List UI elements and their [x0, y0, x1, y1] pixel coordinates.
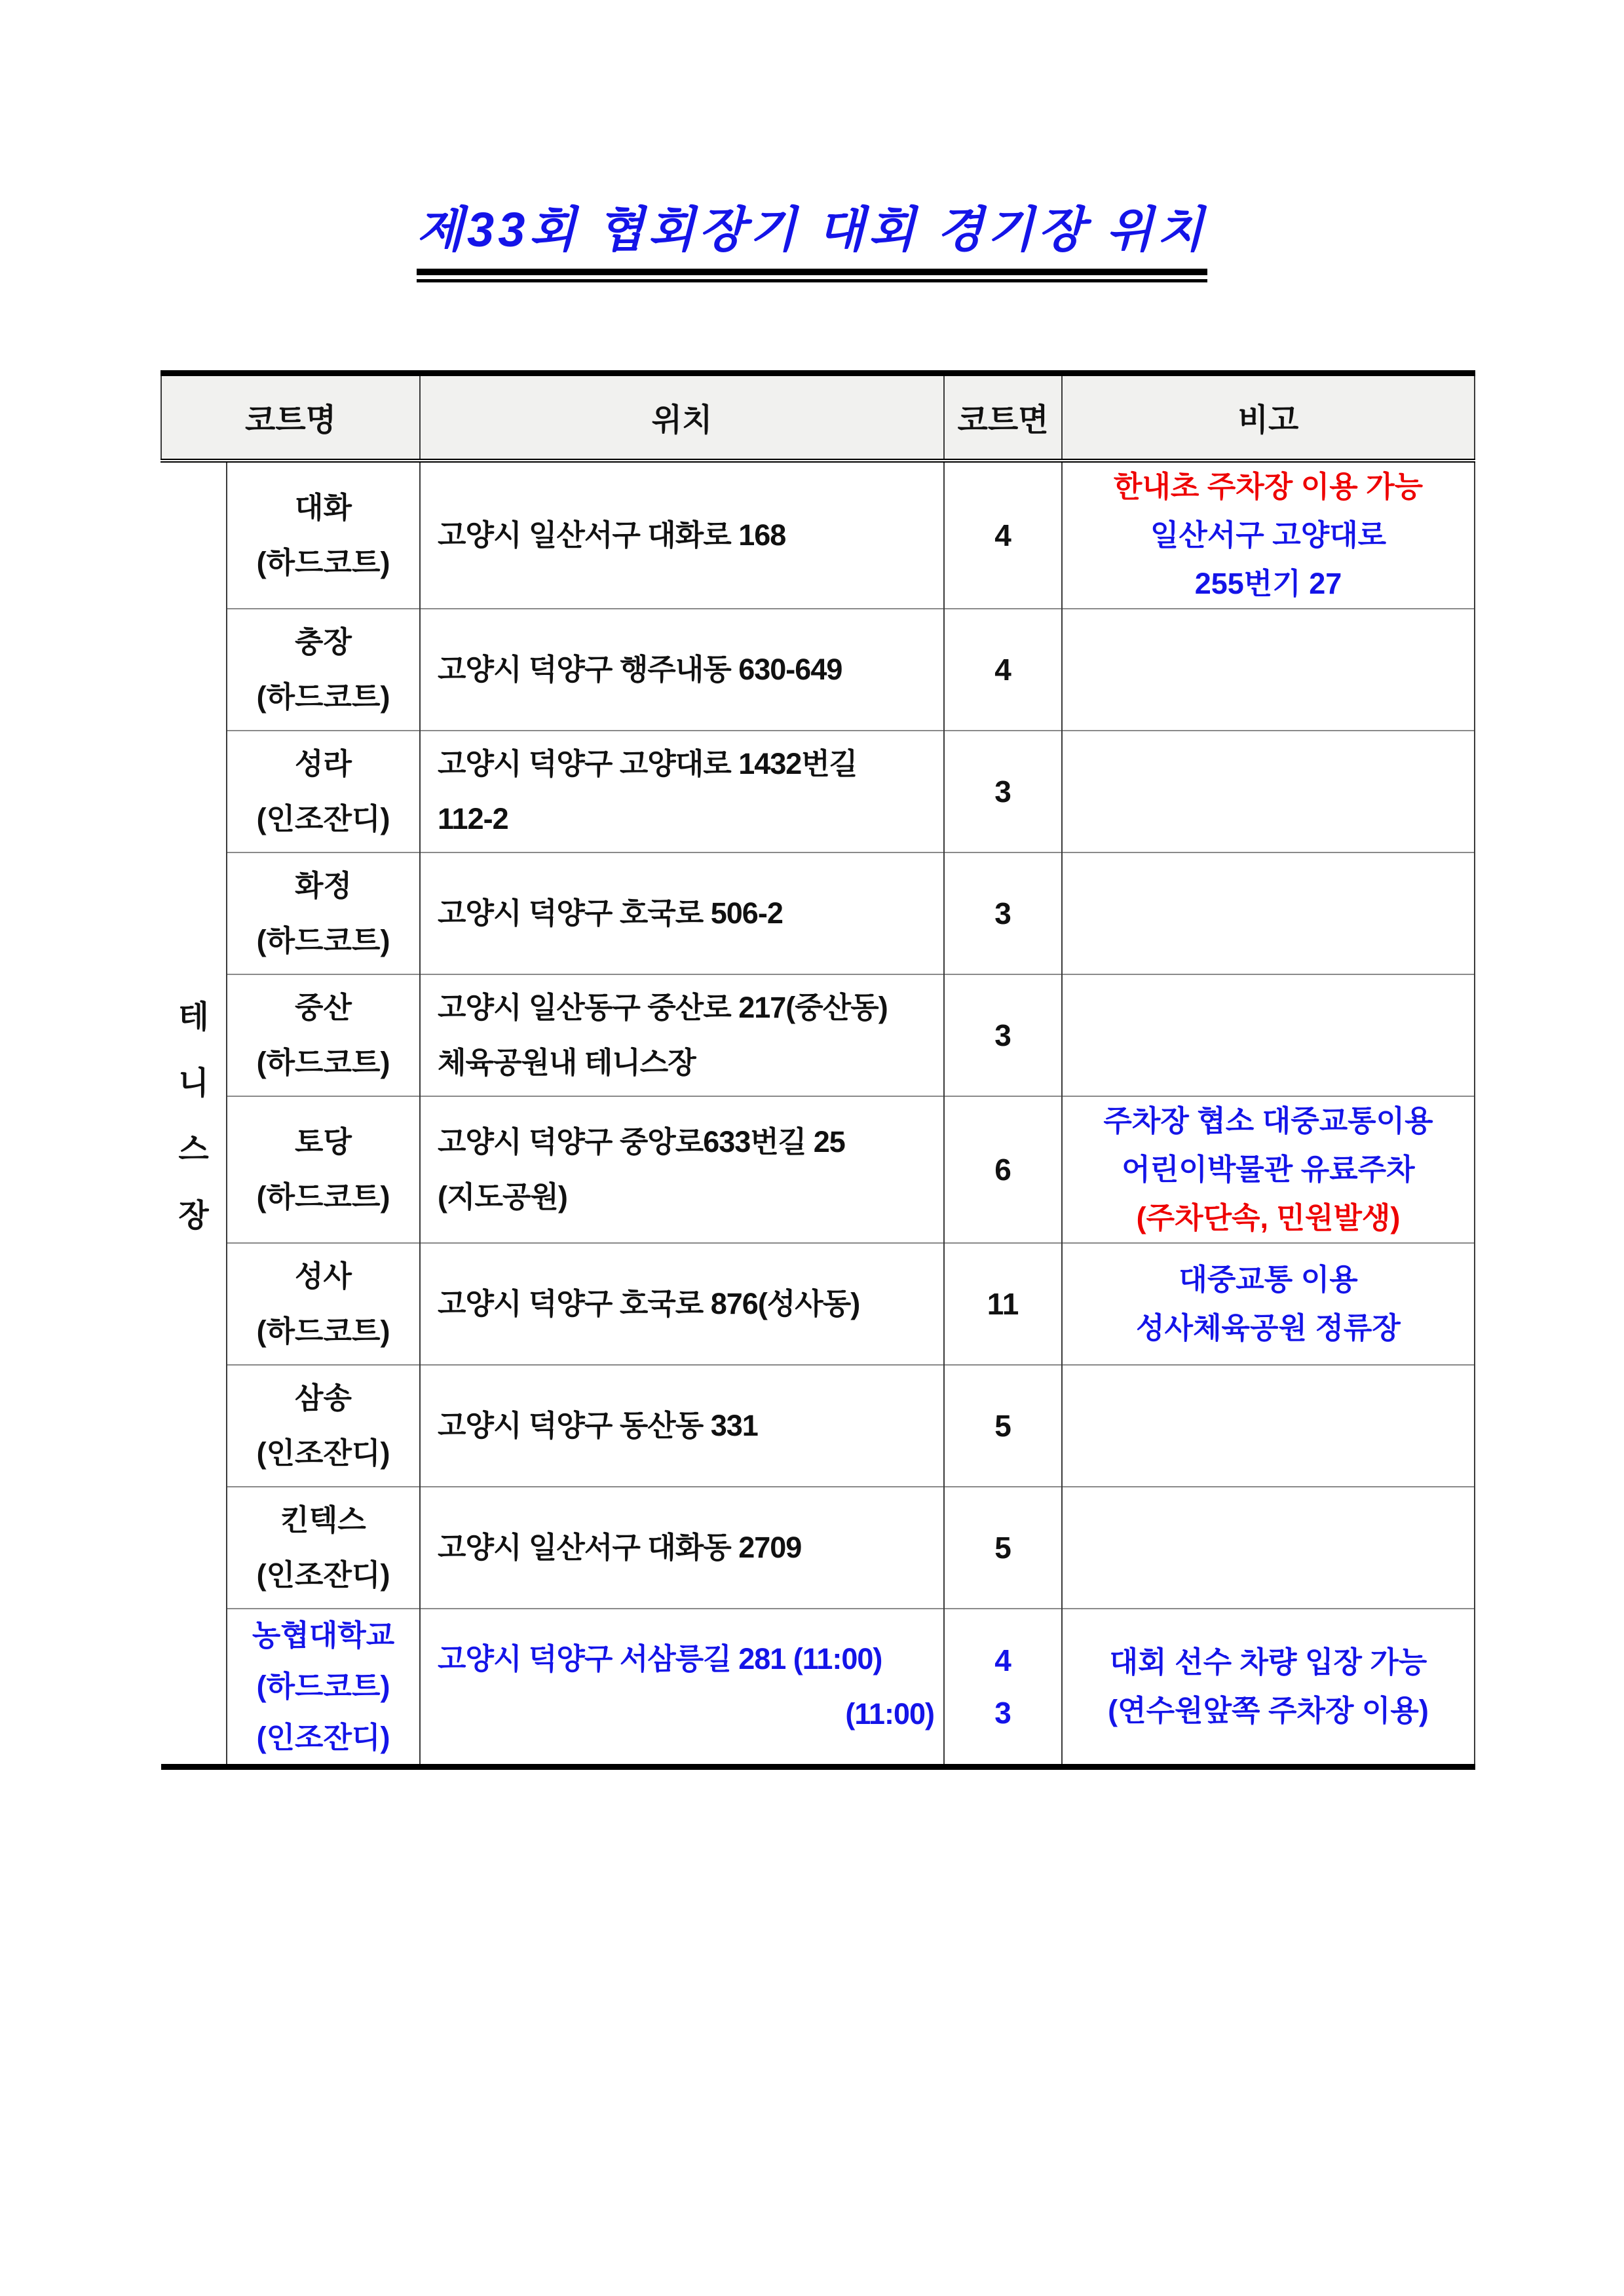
table-row — [161, 1365, 1475, 1487]
text-line: (하드코트) — [256, 1179, 390, 1214]
court-name-cell — [227, 731, 420, 852]
court-name-cell — [227, 1487, 420, 1609]
court-count-cell — [944, 1365, 1062, 1487]
venue-table — [161, 370, 1475, 1770]
location-cell — [420, 1096, 944, 1243]
notes-cell — [1062, 974, 1475, 1096]
text-line: (하드코트) — [256, 545, 390, 579]
text-line: 주차장 협소 대중교통이용 — [1103, 1103, 1433, 1138]
notes-cell — [1062, 852, 1475, 974]
text-line: 고양시 덕양구 서삼릉길 281 (11:00) — [438, 1641, 882, 1675]
text-line: 고양시 덕양구 호국로 876(성사동) — [438, 1286, 860, 1320]
text-line: 고양시 일산동구 중산로 217(중산동) — [438, 990, 888, 1024]
text-line: (인조잔디) — [256, 1436, 390, 1470]
text-line: 고양시 덕양구 행주내동 630-649 — [438, 652, 842, 686]
text-line: (인조잔디) — [256, 1558, 390, 1592]
text-line: (하드코트) — [256, 1045, 390, 1079]
court-name-cell — [227, 852, 420, 974]
table-row — [161, 609, 1475, 731]
table-row — [161, 1609, 1475, 1767]
page-title: 제33회 협회장기 대회 경기장 위치 — [416, 202, 1208, 257]
location-cell — [420, 1243, 944, 1365]
court-count-cell — [944, 731, 1062, 852]
table-row — [161, 461, 1475, 609]
court-name-cell — [227, 609, 420, 731]
notes-cell — [1062, 1609, 1475, 1767]
text-line: (하드코트) — [256, 923, 390, 957]
notes-cell — [1062, 1096, 1475, 1243]
text-line: (연수원앞쪽 주차장 이용) — [1108, 1693, 1429, 1727]
group-label-cell — [161, 461, 227, 1767]
location-cell — [420, 1487, 944, 1609]
header-cell-court-count: 코트면 — [944, 373, 1062, 461]
text-line: 화정 — [295, 868, 352, 902]
text-line: 6 — [994, 1152, 1011, 1187]
text-line: 일산서구 고양대로 — [1150, 518, 1387, 552]
text-line: 농협대학교 — [252, 1618, 395, 1652]
text-line: (하드코트) — [256, 1669, 390, 1703]
text-line: (하드코트) — [256, 1314, 390, 1348]
text-line: 11 — [987, 1286, 1019, 1321]
text-line: 토당 — [295, 1124, 352, 1158]
group-label-vertical-text — [161, 991, 226, 1235]
text-line: 중산 — [295, 990, 352, 1024]
location-cell — [420, 1365, 944, 1487]
court-count-cell — [944, 461, 1062, 609]
table-row — [161, 731, 1475, 852]
court-count-cell — [944, 852, 1062, 974]
text-line: 112-2 — [438, 801, 508, 835]
court-name-cell — [227, 1096, 420, 1243]
text-line: 5 — [994, 1530, 1011, 1565]
header-cell-court-name: 코트명 — [161, 373, 420, 461]
notes-cell — [1062, 609, 1475, 731]
court-count-cell — [944, 609, 1062, 731]
table-row — [161, 1243, 1475, 1365]
table-row — [161, 852, 1475, 974]
location-cell — [420, 461, 944, 609]
court-count-cell — [944, 1243, 1062, 1365]
text-line: 어린이박물관 유료주차 — [1122, 1152, 1415, 1186]
text-line: 고양시 일산서구 대화동 2709 — [438, 1530, 802, 1564]
text-line: 대회 선수 차량 입장 가능 — [1109, 1645, 1427, 1679]
text-line: 고양시 덕양구 동산동 331 — [438, 1408, 758, 1442]
group-label-char: 스 — [178, 1132, 209, 1167]
text-line: 성사체육공원 정류장 — [1136, 1311, 1401, 1345]
court-name-cell — [227, 461, 420, 609]
court-name-cell — [227, 1243, 420, 1365]
table-row — [161, 974, 1475, 1096]
text-line: 4 — [994, 1643, 1011, 1677]
header-row — [161, 373, 1475, 461]
text-line: 성사 — [295, 1259, 352, 1293]
text-line: 대화 — [295, 490, 352, 524]
court-name-cell — [227, 1609, 420, 1767]
table-row — [161, 1487, 1475, 1609]
location-cell — [420, 731, 944, 852]
text-line: (인조잔디) — [256, 801, 390, 835]
table-header — [161, 373, 1475, 461]
court-count-cell — [944, 1487, 1062, 1609]
location-cell — [420, 609, 944, 731]
notes-cell — [1062, 731, 1475, 852]
location-cell — [420, 1609, 944, 1767]
table-row — [161, 1096, 1475, 1243]
court-count-cell — [944, 974, 1062, 1096]
title-underline-thick — [417, 269, 1208, 275]
group-label-char: 니 — [178, 1065, 209, 1101]
text-line: 3 — [994, 774, 1011, 809]
text-line: 고양시 덕양구 중앙로633번길 25 — [438, 1124, 845, 1158]
group-label-char: 테 — [178, 999, 209, 1035]
text-line: 대중교통 이용 — [1179, 1262, 1358, 1296]
text-line: (인조잔디) — [256, 1720, 390, 1754]
text-line: 고양시 덕양구 호국로 506-2 — [438, 896, 783, 930]
location-cell — [420, 974, 944, 1096]
text-line: 3 — [994, 896, 1011, 930]
text-line: (하드코트) — [256, 679, 390, 714]
court-count-cell — [944, 1609, 1062, 1767]
text-line: 충장 — [295, 624, 352, 659]
title-block — [0, 191, 1624, 282]
title-inner — [405, 191, 1220, 282]
text-line: 고양시 일산서구 대화로 168 — [438, 518, 786, 552]
location-cell — [420, 852, 944, 974]
header-cell-notes: 비고 — [1062, 373, 1475, 461]
text-line: (지도공원) — [438, 1179, 567, 1214]
text-line: 3 — [994, 1695, 1011, 1730]
title-underline-thin — [417, 279, 1208, 282]
group-label-char: 장 — [178, 1198, 209, 1233]
notes-cell — [1062, 1243, 1475, 1365]
header-cell-location: 위치 — [420, 373, 944, 461]
table-body — [161, 461, 1475, 1767]
text-line: 킨텍스 — [280, 1502, 366, 1537]
court-count-cell — [944, 1096, 1062, 1243]
court-name-cell — [227, 974, 420, 1096]
court-name-cell — [227, 1365, 420, 1487]
text-line: 255번기 27 — [1194, 566, 1342, 600]
text-line: 5 — [994, 1408, 1011, 1443]
text-line: 3 — [994, 1018, 1011, 1052]
text-line: 삼송 — [295, 1381, 352, 1415]
text-line: 성라 — [295, 746, 352, 780]
text-line: (11:00) — [845, 1696, 935, 1731]
text-line: (주차단속, 민원발생) — [1136, 1200, 1401, 1234]
text-line: 4 — [994, 652, 1011, 687]
text-line: 한내초 주차장 이용 가능 — [1113, 469, 1424, 503]
notes-cell — [1062, 461, 1475, 609]
text-line: 고양시 덕양구 고양대로 1432번길 — [438, 746, 858, 780]
notes-cell — [1062, 1487, 1475, 1609]
notes-cell — [1062, 1365, 1475, 1487]
text-line: 체육공원내 테니스장 — [438, 1045, 696, 1079]
text-line: 4 — [994, 518, 1011, 552]
